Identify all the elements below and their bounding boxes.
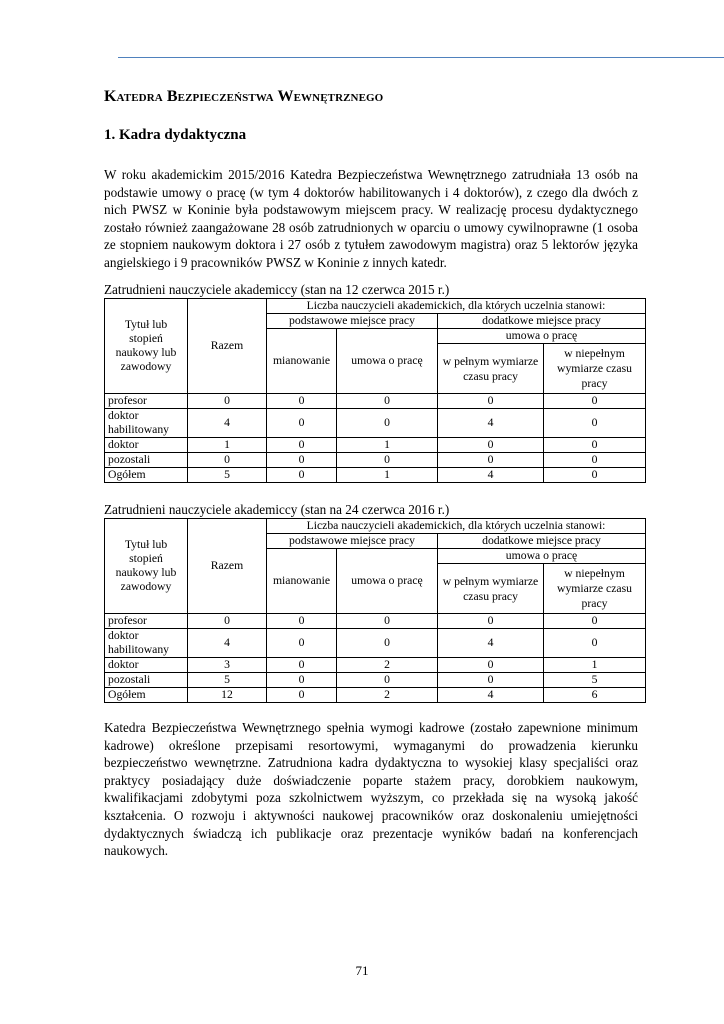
table-cell: 5: [544, 673, 646, 688]
header-title-col: Tytuł lub stopień naukowy lub zawodowy: [105, 519, 188, 614]
row-label: profesor: [105, 394, 188, 409]
row-label: profesor: [105, 614, 188, 629]
header-parttime: w niepełnym wymiarze czasu pracy: [544, 564, 646, 614]
header-parttime: w niepełnym wymiarze czasu pracy: [544, 344, 646, 394]
table-cell: 6: [544, 688, 646, 703]
row-label: doktor: [105, 658, 188, 673]
header-appointment: mianowanie: [267, 329, 337, 394]
table-cell: 0: [337, 453, 438, 468]
table-caption: Zatrudnieni nauczyciele akademiccy (stan na 12 czerwca 2015 r.): [104, 282, 450, 297]
table-cell: 4: [438, 629, 544, 658]
page-number: 71: [355, 963, 369, 978]
table-cell: 4: [188, 409, 267, 438]
table-cell: 4: [438, 409, 544, 438]
table-cell: 0: [544, 394, 646, 409]
table-cell: 0: [544, 453, 646, 468]
header-employment: umowa o pracę: [337, 549, 438, 614]
table-cell: 1: [337, 438, 438, 453]
table-cell: 0: [544, 409, 646, 438]
table-cell: 0: [544, 468, 646, 483]
table-cell: 4: [438, 468, 544, 483]
header-fulltime: w pełnym wymiarze czasu pracy: [438, 564, 544, 614]
table-cell: 0: [267, 658, 337, 673]
table-cell: 0: [267, 409, 337, 438]
table-row: [105, 438, 646, 453]
row-label: Ogółem: [105, 468, 188, 483]
closing-paragraph: Katedra Bezpieczeństwa Wewnętrznego spełnia wymogi kadrowe (zostało zapewnione minimum kadrowe) określone przepisami resortowymi, wymaganymi do prowadzenia kierunku bezpieczeństwo wewnętrzne. Zatrudniona kadra dydaktyczna to wysokiej klasy specjaliści oraz praktycy posiadający duże doświadczenie poparte stażem pracy, dorobkiem naukowym, kwalifikacjami zdobytymi poza szkolnictwem wyższym, co przekłada się na wysoką jakość kształcenia. O rozwoju i aktywności naukowej pracowników oraz doskonaleniu umiejętności dydaktycznych świadczą ich publikacje oraz prezentacje wyników badań na konferencjach naukowych.: [104, 720, 638, 859]
table-cell: 3: [188, 658, 267, 673]
table-row: [105, 629, 646, 658]
table-cell: 0: [544, 629, 646, 658]
table-cell: 0: [188, 453, 267, 468]
table-cell: 0: [337, 394, 438, 409]
header-group: Liczba nauczycieli akademickich, dla których uczelnia stanowi:: [267, 299, 646, 314]
table-row: [105, 673, 646, 688]
table-cell: 1: [188, 438, 267, 453]
table-cell: 0: [438, 453, 544, 468]
table-cell: 0: [337, 629, 438, 658]
table-row: [105, 614, 646, 629]
table-cell: 1: [337, 468, 438, 483]
header-contract: umowa o pracę: [438, 549, 646, 564]
staff-table-2016: [104, 518, 646, 703]
table-cell: 0: [267, 688, 337, 703]
header-title-col: Tytuł lub stopień naukowy lub zawodowy: [105, 299, 188, 394]
table-cell: 0: [438, 658, 544, 673]
table-cell: 0: [188, 394, 267, 409]
row-label: doktor: [105, 438, 188, 453]
table-cell: 2: [337, 688, 438, 703]
table-cell: 0: [188, 614, 267, 629]
staff-table-2015: [104, 298, 646, 483]
header-primary: podstawowe miejsce pracy: [267, 314, 438, 329]
table-cell: 5: [188, 468, 267, 483]
table-row: [105, 409, 646, 438]
table-cell: 0: [337, 409, 438, 438]
table-row: [105, 658, 646, 673]
table-cell: 0: [267, 394, 337, 409]
header-appointment: mianowanie: [267, 549, 337, 614]
table-cell: 0: [438, 673, 544, 688]
header-contract: umowa o pracę: [438, 329, 646, 344]
intro-paragraph: W roku akademickim 2015/2016 Katedra Bezpieczeństwa Wewnętrznego zatrudniała 13 osób na podstawie umowy o pracę (w tym 4 doktorów habilitowanych i 4 doktorów), z czego dla dwóch z nich PWSZ w Koninie była podstawowym miejscem pracy. W realizację procesu dydaktycznego zostało również zaangażowane 28 osób zatrudnionych w oparciu o umowy cywilnoprawne (1 osoba ze stopniem naukowym doktora i 27 osób z tytułem zawodowym magistra) oraz 5 lektorów języka angielskiego i 9 pracowników PWSZ w Koninie z innych katedr.: [104, 167, 638, 270]
table-cell: 0: [267, 673, 337, 688]
table-cell: 0: [438, 614, 544, 629]
table-caption: Zatrudnieni nauczyciele akademiccy (stan na 24 czerwca 2016 r.): [104, 502, 450, 517]
header-rule: [118, 57, 724, 58]
table-row: [105, 688, 646, 703]
table-row: [105, 468, 646, 483]
row-label: pozostali: [105, 673, 188, 688]
table-cell: 0: [267, 468, 337, 483]
table-cell: 1: [544, 658, 646, 673]
table-cell: 12: [188, 688, 267, 703]
table-cell: 0: [267, 614, 337, 629]
table-cell: 2: [337, 658, 438, 673]
table-cell: 4: [438, 688, 544, 703]
table-cell: 0: [438, 394, 544, 409]
row-label: doktor habilitowany: [105, 409, 188, 438]
table-cell: 5: [188, 673, 267, 688]
table-row: [105, 394, 646, 409]
header-total: Razem: [188, 519, 267, 614]
page-heading: Katedra Bezpieczeństwa Wewnętrznego: [104, 88, 384, 105]
table-cell: 0: [267, 453, 337, 468]
table-cell: 0: [544, 614, 646, 629]
row-label: doktor habilitowany: [105, 629, 188, 658]
header-fulltime: w pełnym wymiarze czasu pracy: [438, 344, 544, 394]
table-cell: 4: [188, 629, 267, 658]
row-label: pozostali: [105, 453, 188, 468]
header-additional: dodatkowe miejsce pracy: [438, 534, 646, 549]
table-cell: 0: [267, 629, 337, 658]
header-primary: podstawowe miejsce pracy: [267, 534, 438, 549]
table-row: [105, 453, 646, 468]
table-cell: 0: [544, 438, 646, 453]
row-label: Ogółem: [105, 688, 188, 703]
header-group: Liczba nauczycieli akademickich, dla których uczelnia stanowi:: [267, 519, 646, 534]
table-cell: 0: [337, 614, 438, 629]
section-heading: 1. Kadra dydaktyczna: [104, 127, 247, 143]
table-cell: 0: [337, 673, 438, 688]
header-total: Razem: [188, 299, 267, 394]
header-additional: dodatkowe miejsce pracy: [438, 314, 646, 329]
table-cell: 0: [267, 438, 337, 453]
table-cell: 0: [438, 438, 544, 453]
header-employment: umowa o pracę: [337, 329, 438, 394]
